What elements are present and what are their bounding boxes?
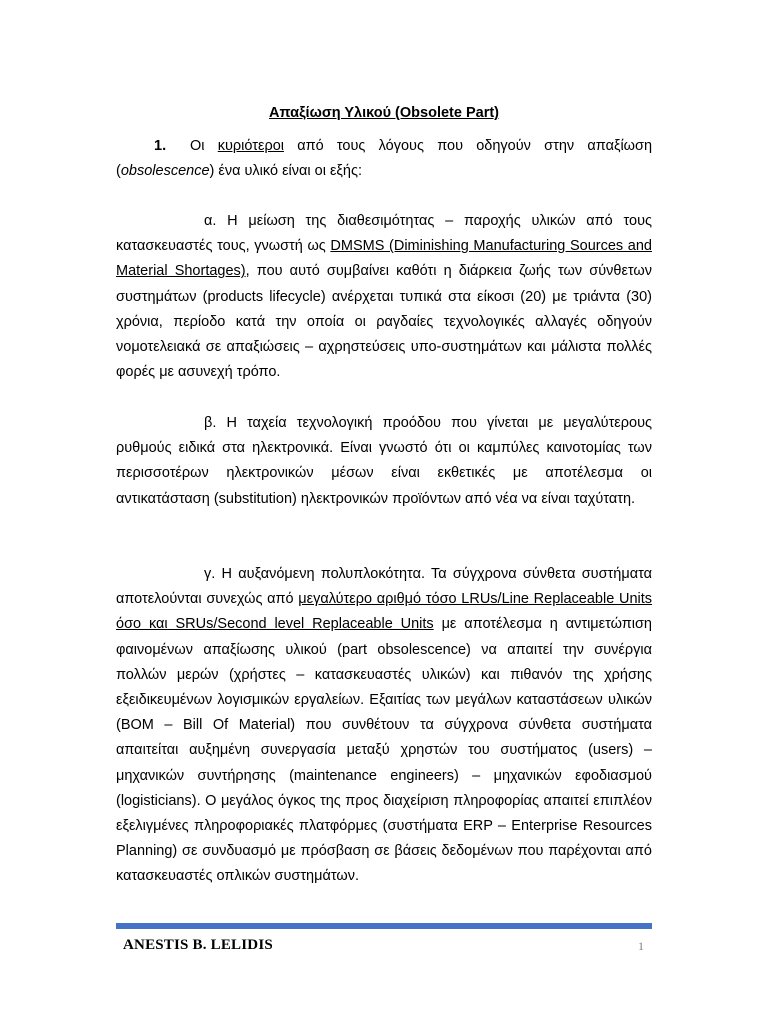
text-run: α. Η μείωση της διαθεσιμότητας – παροχής υλικών από τους κατασκευαστές τους, γνωστή ως [116, 213, 652, 255]
text-run: γ. Η αυξανόμενη πολυπλοκότητα. Τα σύγχρονα σύνθετα συστήματα αποτελούνται συνεχώς από [116, 566, 652, 608]
text-run: Οι [190, 138, 218, 154]
text-run: από τους λόγους που οδηγούν στην απαξίωση ( [116, 138, 653, 180]
paragraph-b [116, 411, 652, 512]
paragraph-1 [116, 134, 652, 184]
document-title: Απαξίωση Υλικού (Obsolete Part) [269, 105, 499, 121]
paragraph-a [116, 209, 652, 385]
text-run: β. Η ταχεία τεχνολογική προόδου που γίνεται με μεγαλύτερους ρυθμούς ειδικά στα ηλεκτρονικά. Είναι γνωστό ότι οι καμπύλες καινοτομίας των περισσοτέρων ηλεκτρονικών μέσων είναι εκθετικές με αποτέλεσμα οι αντικατάσταση (substitution) ηλεκτρονικών προϊόντων από νέα να είναι ταχύτατη. [116, 415, 652, 507]
text-run: ) ένα υλικό είναι οι εξής: [209, 163, 362, 180]
text-run: με αποτέλεσμα η αντιμετώπιση φαινομένων απαξίωσης υλικού (part obsolescence) να απαιτεί την συνέργια πολλών μερών (χρήστες – κατασκευαστές υλικών) και πιθανόν της χρήσης εξειδικευμένων λογισμικών εργαλείων. Εξαιτίας των μεγάλων καταστάσεων υλικών (BOM – Bill Of Material) που συνθέτουν τα σύγχρονα σύνθετα συστήματα απαιτείται αυξημένη συνεργασία μεταξύ χρηστών του συστήματος (users) – μηχανικών συντήρησης (maintenance engineers) – μηχανικών εφοδιασμού (logisticians). Ο μεγάλος όγκος της προς διαχείριση πληροφορίας απαιτεί επιπλέον εξελιγμένες πληροφοριακές πλατφόρμες (συστήματα ERP – Enterprise Resources Planning) σε συνδυασμό με πρόσβαση σε βάσεις δεδομένων που παρέχονται από κατασκευαστές οπλικών συστημάτων. [116, 616, 652, 885]
italic-text: obsolescence [120, 163, 210, 180]
page-number: 1 [638, 939, 644, 953]
text-run: , που αυτό συμβαίνει καθότι η διάρκεια ζωής των σύνθετων συστημάτων (products lifecycle) ανέρχεται τυπικά στα είκοσι (20) με τριάντα (30) χρόνια, περίοδο κατά την οποία οι ραγδαίες τεχνολογικές αλλαγές οδηγούν νομοτελειακά σε απαξιώσεις – αχρηστεύσεις υπο-συστημάτων και μάλιστα πολλές φορές με ασυνεχή τρόπο. [116, 263, 652, 381]
footer-author: ANESTIS B. LELIDIS [123, 937, 273, 953]
underlined-text: κυριότεροι [217, 138, 284, 154]
underlined-text: DMSMS (Diminishing Manufacturing Sources and Material Shortages) [116, 238, 652, 280]
paragraph-number: 1. [154, 138, 167, 154]
underlined-text: μεγαλύτερο αριθμό τόσο LRUs/Line Replaceable Units όσο και SRUs/Second level Replaceable Units [116, 591, 653, 633]
footer-rule [116, 923, 652, 929]
paragraph-c [116, 562, 652, 890]
